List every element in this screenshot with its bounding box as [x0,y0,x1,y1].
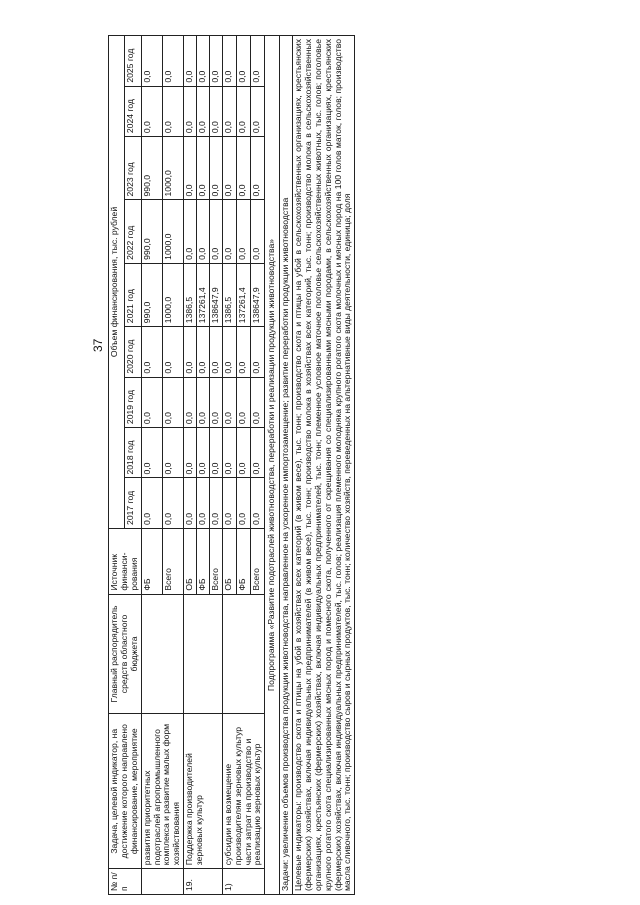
row-task: Поддержка производителей зерновых культур [184,714,223,869]
value-cell: 0,0 [222,137,236,200]
value-cell: 0,0 [162,327,183,377]
value-cell: 0,0 [141,478,162,528]
row-manager [184,594,223,714]
value-cell: 0,0 [209,478,222,528]
col-year: 2024 год [125,86,141,136]
value-cell: 0,0 [209,428,222,478]
row-source: Всего [162,528,183,594]
col-no: № п/п [109,869,142,895]
row-source: ОБ [222,528,236,594]
row-source: ФБ [197,528,210,594]
value-cell: 0,0 [141,327,162,377]
col-year: 2017 год [125,478,141,528]
row-number: 1) [222,869,265,895]
value-cell: 0,0 [209,377,222,427]
value-cell: 138647,9 [209,263,222,326]
col-funding: Объем финансирования, тыс. рублей [109,36,125,529]
value-cell: 0,0 [197,200,210,263]
value-cell: 0,0 [236,377,250,427]
row-number [141,869,184,895]
value-cell: 0,0 [197,327,210,377]
value-cell: 0,0 [251,36,265,87]
value-cell: 137261,4 [197,263,210,326]
value-cell: 0,0 [236,327,250,377]
table-row [141,36,162,895]
value-cell: 0,0 [141,377,162,427]
col-year: 2022 год [125,200,141,263]
row-number: 19. [184,869,223,895]
col-year: 2025 год [125,36,141,87]
value-cell: 0,0 [209,137,222,200]
page-number: 37 [91,338,105,352]
value-cell: 0,0 [197,478,210,528]
row-task: развития приоритетных подотраслей агропромышленного комплекса и развитие малых форм хозяйствования [141,714,184,869]
row-manager [141,594,184,714]
value-cell: 990,0 [141,263,162,326]
row-source: ОБ [184,528,197,594]
value-cell: 0,0 [209,200,222,263]
value-cell: 0,0 [184,200,197,263]
value-cell: 0,0 [222,377,236,427]
value-cell: 137261,4 [236,263,250,326]
row-source: Всего [251,528,265,594]
value-cell: 0,0 [236,200,250,263]
value-cell: 0,0 [222,428,236,478]
value-cell: 0,0 [184,478,197,528]
value-cell: 0,0 [209,86,222,136]
col-year: 2020 год [125,327,141,377]
col-year: 2023 год [125,137,141,200]
value-cell: 1000,0 [162,200,183,263]
value-cell: 0,0 [209,327,222,377]
row-source: ФБ [236,528,250,594]
value-cell: 0,0 [251,200,265,263]
value-cell: 0,0 [197,36,210,87]
table-row [222,36,236,895]
value-cell: 0,0 [184,36,197,87]
value-cell: 0,0 [184,377,197,427]
value-cell: 0,0 [197,428,210,478]
value-cell: 0,0 [251,137,265,200]
row-task: субсидии на возмещение производителям зерновых культур части затрат на производство и реализацию зерновых культур [222,714,265,869]
value-cell: 0,0 [251,327,265,377]
value-cell: 0,0 [162,86,183,136]
value-cell: 0,0 [197,86,210,136]
value-cell: 138647,9 [251,263,265,326]
col-manager: Главный распорядитель средств областного бюджета [109,594,142,714]
value-cell: 0,0 [236,86,250,136]
value-cell: 0,0 [251,86,265,136]
value-cell: 990,0 [141,200,162,263]
col-year: 2021 год [125,263,141,326]
value-cell: 0,0 [251,377,265,427]
value-cell: 0,0 [162,377,183,427]
funding-table [108,35,355,895]
indicators-text: Целевые индикаторы: производство скота и птицы на убой в хозяйствах всех категорий (в живом весе), тыс. тонн; производство скота и птицы на убой в сельскохозяйственных организациях, крестьянских (фермерских) хозяйствах, включая индивидуальных предпринимателей (в живом весе), тыс. тонн; производство молока в хозяйствах всех категорий, тыс. тонн; производство молока в сельскохозяйственных организациях, крестьянских (фермерских) хозяйствах, включая индивидуальных предпринимателей, тыс. тонн; племенное условное маточное поголовье сельскохозяйственных животных, тыс. голов; поголовье крупного рогатого скота специализированных мясных пород и помесного скота, полученного от скрещивания со специализированными мясными породами, в сельскохозяйственных организациях, крестьянских (фермерских) хозяйствах, включая индивидуальных предпринимателей, тыс. голов; реализация племенного молодняка крупного рогатого скота молочных и мясных пород на 100 голов маток, голов; производство масла сливочного, тыс. тонн; производство сыров и сырных продуктов, тыс. тонн; количество хозяйств, переведенных на альтернативные виды деятельности, единица; доля [293,36,355,895]
value-cell: 0,0 [222,36,236,87]
value-cell: 1000,0 [162,263,183,326]
value-cell: 0,0 [184,327,197,377]
value-cell: 0,0 [251,428,265,478]
tasks-text: Задачи: увеличение объемов производства продукции животноводства, направленное на ускоренное импортозамещение; развитие переработки продукции животноводства [280,36,293,895]
col-year: 2019 год [125,377,141,427]
value-cell: 0,0 [184,86,197,136]
value-cell: 1386,5 [222,263,236,326]
subprogram-row [265,36,280,895]
value-cell: 0,0 [222,200,236,263]
value-cell: 0,0 [236,478,250,528]
value-cell: 0,0 [162,36,183,87]
value-cell: 0,0 [209,36,222,87]
value-cell: 0,0 [251,478,265,528]
value-cell: 0,0 [141,36,162,87]
row-manager [222,594,265,714]
table-row [184,36,197,895]
value-cell: 0,0 [236,36,250,87]
value-cell: 0,0 [162,478,183,528]
row-source: ФБ [141,528,162,594]
value-cell: 0,0 [184,428,197,478]
value-cell: 0,0 [197,377,210,427]
value-cell: 0,0 [197,137,210,200]
col-source: Источник финанси-рования [109,528,142,594]
value-cell: 0,0 [141,428,162,478]
value-cell: 0,0 [162,428,183,478]
value-cell: 0,0 [222,86,236,136]
value-cell: 1386,5 [184,263,197,326]
value-cell: 990,0 [141,137,162,200]
row-source: Всего [209,528,222,594]
col-year: 2018 год [125,428,141,478]
indicators-row [293,36,355,895]
value-cell: 0,0 [222,327,236,377]
rotated-page [108,35,608,895]
value-cell: 0,0 [141,86,162,136]
value-cell: 0,0 [236,137,250,200]
col-task: Задача, целевой индикатор, на достижение которого направлено финансирование, мероприятие [109,714,142,869]
value-cell: 1000,0 [162,137,183,200]
value-cell: 0,0 [236,428,250,478]
value-cell: 0,0 [184,137,197,200]
tasks-row [280,36,293,895]
subprogram-title: Подпрограмма «Развитие подотраслей животноводства, переработки и реализации продукции животноводства» [265,36,280,895]
value-cell: 0,0 [222,478,236,528]
